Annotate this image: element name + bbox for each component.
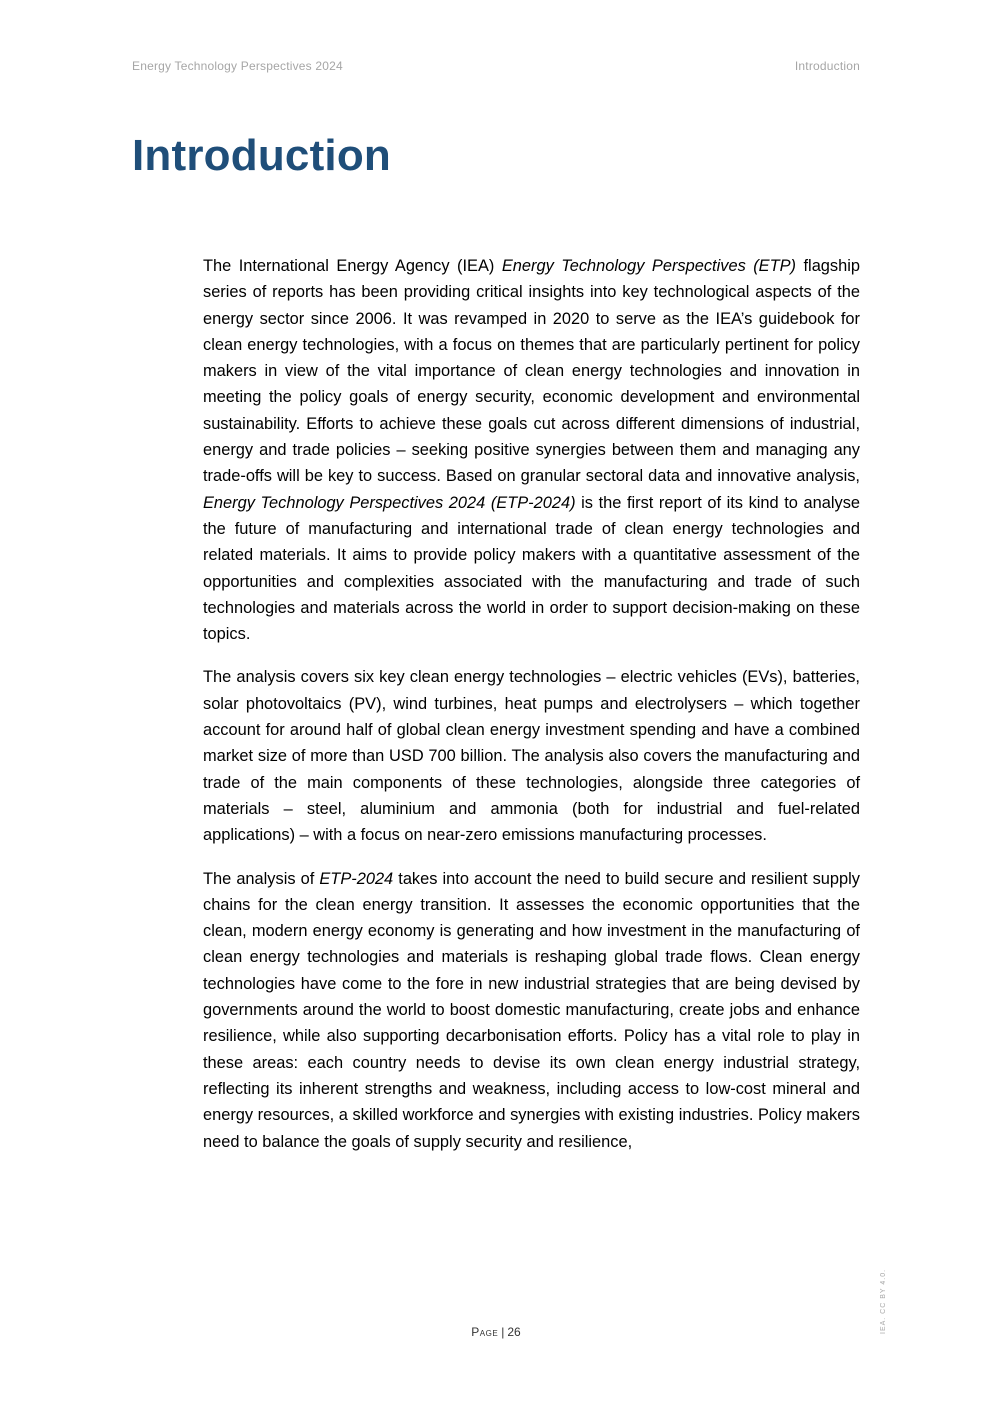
page-footer — [0, 1325, 992, 1339]
paragraph-1-italic-etp: Energy Technology Perspectives (ETP) — [501, 257, 797, 275]
header-publication-title: Energy Technology Perspectives 2024 — [132, 59, 343, 73]
header-section-name: Introduction — [794, 59, 860, 73]
paragraph-1 — [203, 253, 860, 647]
paragraph-1-italic-etp2024: Energy Technology Perspectives 2024 (ETP-2024) — [203, 493, 576, 512]
paragraph-3-text-c: takes into account the need to build secure and resilient supply chains for the clean energy transition. It assesses the economic opportunities that the clean, modern energy economy is generating and how investment in the manufacturing of clean energy technologies and materials is reshaping global trade flows. Clean energy technologies have come to the fore in new industrial strategies that are being devised by governments around the world to boost domestic manufacturing, create jobs and enhance resilience, while also supporting decarbonisation efforts. Policy has a vital role to play in these areas: each country needs to devise its own clean energy industrial strategy, reflecting its inherent strengths and weakness, including access to low-cost mineral and energy resources, a skilled workforce and synergies with existing industries. Policy makers need to balance the goals of supply security and resilience, — [203, 869, 860, 1151]
paragraph-3-italic-etp2024: ETP-2024 — [319, 869, 394, 888]
paragraph-3-text-a: The analysis of — [203, 869, 320, 888]
paragraph-2: The analysis covers six key clean energy technologies – electric vehicles (EVs), batteries, solar photovoltaics (PV), wind turbines, heat pumps and electrolysers – which together account for around half of global clean energy investment spending and have a combined market size of more than USD 700 billion. The analysis also covers the manufacturing and trade of the main components of these technologies, alongside three categories of materials – steel, aluminium and ammonia (both for industrial and fuel-related applications) – with a focus on near-zero emissions manufacturing processes. — [203, 668, 860, 845]
paragraph-1-text-c: flagship series of reports has been providing critical insights into key technological aspects of the energy sector since 2006. It was revamped in 2020 to serve as the IEA’s guidebook for clean energy technologies, with a focus on themes that are particularly pertinent for policy makers in view of the vital importance of clean energy technologies and innovation in meeting the policy goals of energy security, economic development and environmental sustainability. Efforts to achieve these goals cut across different dimensions of industrial, energy and trade policies – seeking positive synergies between them and managing any trade-offs will be key to success. Based on granular sectoral data and innovative analysis, — [203, 257, 860, 486]
paragraph-1-text-e: is the first report of its kind to analyse the future of manufacturing and international trade of clean energy technologies and related materials. It aims to provide policy makers with a quantitative assessment of the opportunities and complexities associated with the manufacturing and trade of such technologies and materials across the world in order to support decision-making on these topics. — [203, 493, 861, 644]
license-notice: IEA. CC BY 4.0. — [880, 1268, 887, 1334]
footer-separator: | — [501, 1325, 505, 1339]
body-text — [203, 253, 860, 1172]
paragraph-3 — [203, 866, 860, 1155]
footer-page-label: Page — [471, 1325, 499, 1339]
footer-page-number: 26 — [507, 1325, 521, 1339]
paragraph-1-text-a: The International Energy Agency (IEA) — [203, 257, 502, 275]
page-title: Introduction — [132, 131, 392, 180]
